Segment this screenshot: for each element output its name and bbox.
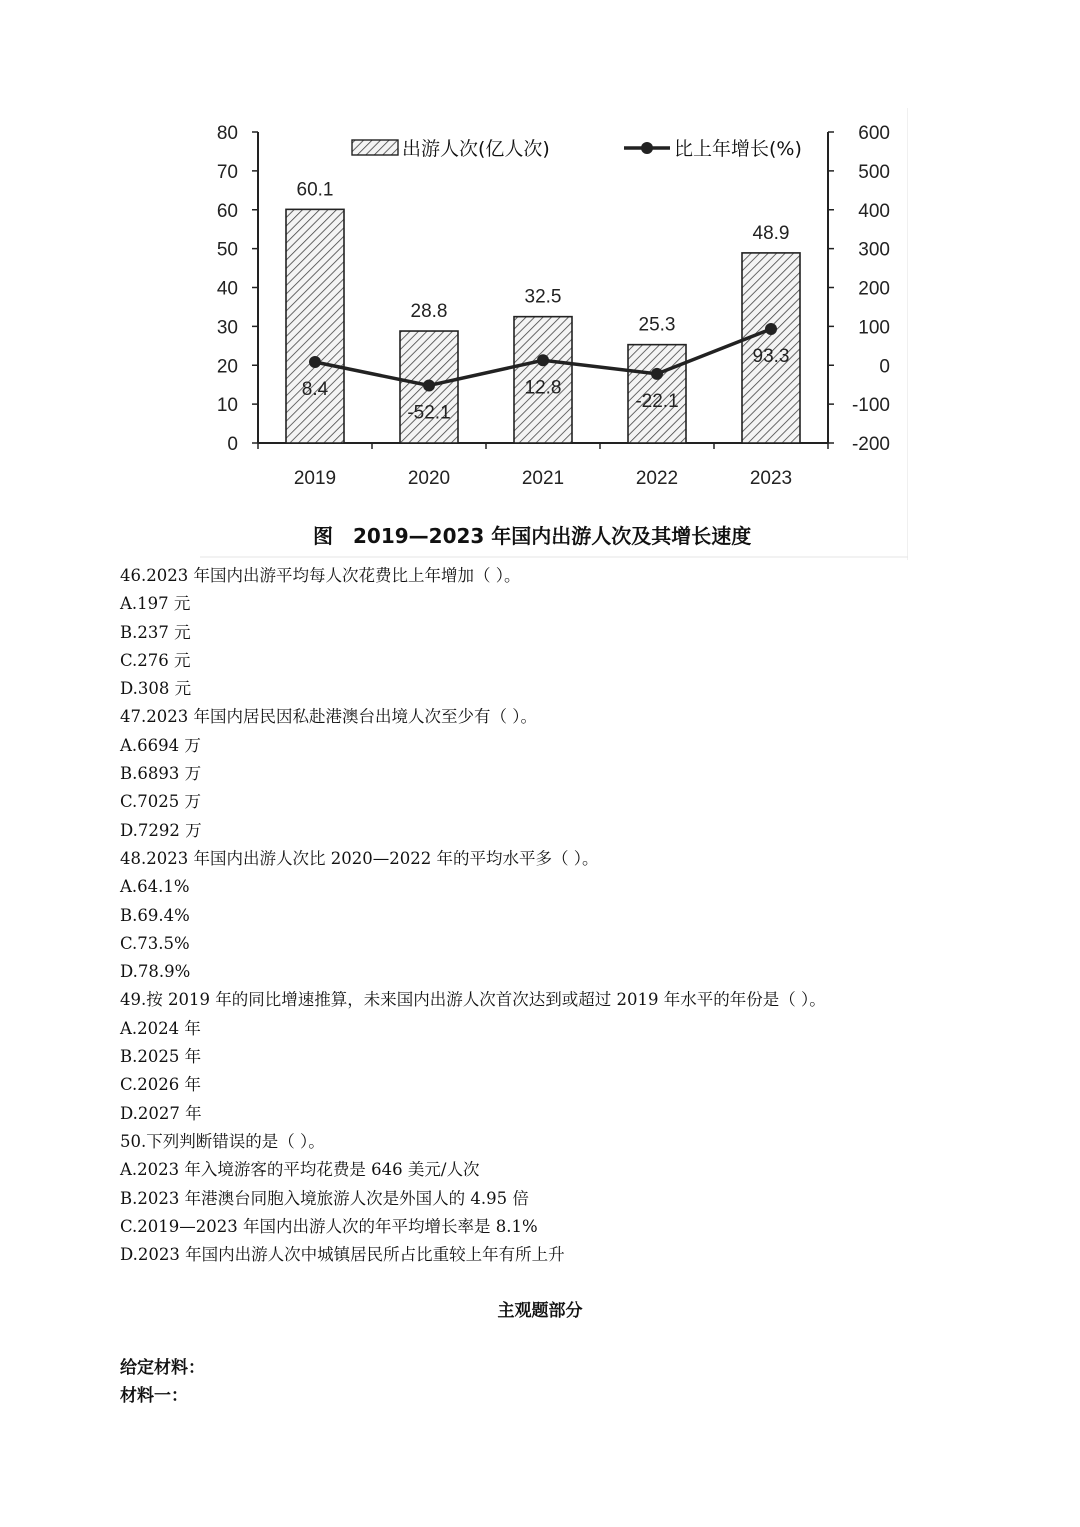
growth-value-label: 12.8	[524, 377, 562, 399]
bar-value-label: 28.8	[410, 301, 448, 323]
chart-svg	[200, 108, 908, 560]
growth-value-label: 93.3	[752, 345, 790, 367]
section-title: 主观题部分	[497, 1301, 583, 1321]
left-axis-tick-label: 50	[216, 239, 238, 261]
chart-legend	[352, 138, 802, 160]
question-option: A.2024 年	[120, 1018, 201, 1038]
chart-figure	[200, 108, 908, 560]
right-axis-tick-label: 400	[858, 200, 890, 222]
legend-bar-label: 出游人次(亿人次)	[402, 138, 550, 160]
right-axis-tick-label: 600	[858, 123, 890, 144]
growth-point	[651, 368, 663, 380]
bar-value-label: 60.1	[296, 179, 334, 201]
growth-point	[765, 323, 777, 335]
left-axis-tick-label: 10	[216, 395, 238, 417]
question-stem: 49.按 2019 年的同比增速推算，未来国内出游人次首次达到或超过 2019 年水平的年份是（ ）。	[120, 990, 826, 1010]
question-option: D.7292 万	[120, 820, 202, 840]
legend-line-label: 比上年增长(%)	[674, 138, 802, 160]
right-axis-tick-label: 300	[858, 239, 890, 261]
growth-point	[309, 356, 321, 368]
left-axis-tick-label: 0	[227, 434, 238, 455]
growth-point	[537, 354, 549, 366]
left-axis-tick-label: 80	[216, 123, 238, 144]
right-axis-tick-label: -200	[851, 434, 890, 455]
material-one-label: 材料一：	[120, 1386, 188, 1406]
question-option: D.78.9%	[120, 962, 191, 982]
bar	[286, 209, 344, 443]
question-option: B.69.4%	[120, 905, 190, 925]
question-option: B.6893 万	[120, 764, 202, 784]
material-label: 给定材料：	[120, 1358, 205, 1378]
growth-value-label: -52.1	[407, 402, 451, 424]
growth-value-label: 8.4	[301, 378, 329, 400]
question-option: C.276 元	[120, 650, 191, 670]
legend-line-marker	[641, 142, 653, 154]
question-option: C.2026 年	[120, 1075, 202, 1095]
right-axis-tick-label: -100	[851, 395, 890, 417]
left-axis-tick-label: 60	[216, 200, 238, 222]
right-axis-tick-label: 0	[879, 356, 890, 378]
x-axis-tick-label: 2022	[635, 468, 679, 489]
question-stem: 48.2023 年国内出游人次比 2020—2022 年的平均水平多（ ）。	[120, 848, 599, 868]
question-option: D.308 元	[120, 679, 192, 699]
bar-value-label: 48.9	[752, 222, 790, 244]
growth-value-label: -22.1	[635, 390, 679, 412]
x-axis-tick-label: 2019	[293, 468, 337, 489]
question-stem: 46.2023 年国内出游平均每人次花费比上年增加（ ）。	[120, 566, 521, 585]
question-option: A.64.1%	[120, 877, 190, 897]
question-option: C.73.5%	[120, 933, 190, 953]
legend-bar-swatch	[352, 140, 398, 155]
question-list	[120, 562, 1020, 1269]
question-option: B.237 元	[120, 622, 191, 642]
right-axis-tick-label: 500	[858, 161, 890, 183]
growth-point	[423, 380, 435, 392]
chart-caption: 图 2019—2023 年国内出游人次及其增长速度	[313, 524, 752, 548]
question-option: C.7025 万	[120, 792, 202, 812]
material-header	[120, 1354, 205, 1410]
question-option: C.2019—2023 年国内出游人次的年平均增长率是 8.1%	[120, 1216, 538, 1236]
left-axis-tick-label: 30	[216, 317, 238, 339]
question-option: B.2025 年	[120, 1047, 202, 1067]
left-axis-tick-label: 20	[216, 356, 238, 378]
x-axis-tick-label: 2023	[749, 468, 793, 489]
question-option: A.197 元	[120, 594, 191, 614]
right-axis-tick-label: 100	[858, 317, 890, 339]
question-option: A.6694 万	[120, 735, 201, 755]
x-axis-tick-label: 2020	[407, 468, 451, 489]
question-stem: 50.下列判断错误的是（ ）。	[120, 1131, 325, 1151]
question-option: B.2023 年港澳台同胞入境旅游人次是外国人的 4.95 倍	[120, 1188, 529, 1208]
x-axis-tick-label: 2021	[521, 468, 565, 489]
bar-value-label: 32.5	[524, 286, 562, 308]
right-axis-tick-label: 200	[858, 278, 890, 300]
left-axis-tick-label: 40	[216, 278, 238, 300]
question-stem: 47.2023 年国内居民因私赴港澳台出境人次至少有（ ）。	[120, 707, 537, 727]
bar-series	[286, 179, 800, 443]
bar-value-label: 25.3	[638, 314, 676, 336]
left-axis-tick-label: 70	[216, 161, 238, 183]
question-option: D.2023 年国内出游人次中城镇居民所占比重较上年有所上升	[120, 1245, 565, 1265]
question-option: D.2027 年	[120, 1103, 202, 1123]
question-option: A.2023 年入境游客的平均花费是 646 美元/人次	[120, 1160, 480, 1180]
